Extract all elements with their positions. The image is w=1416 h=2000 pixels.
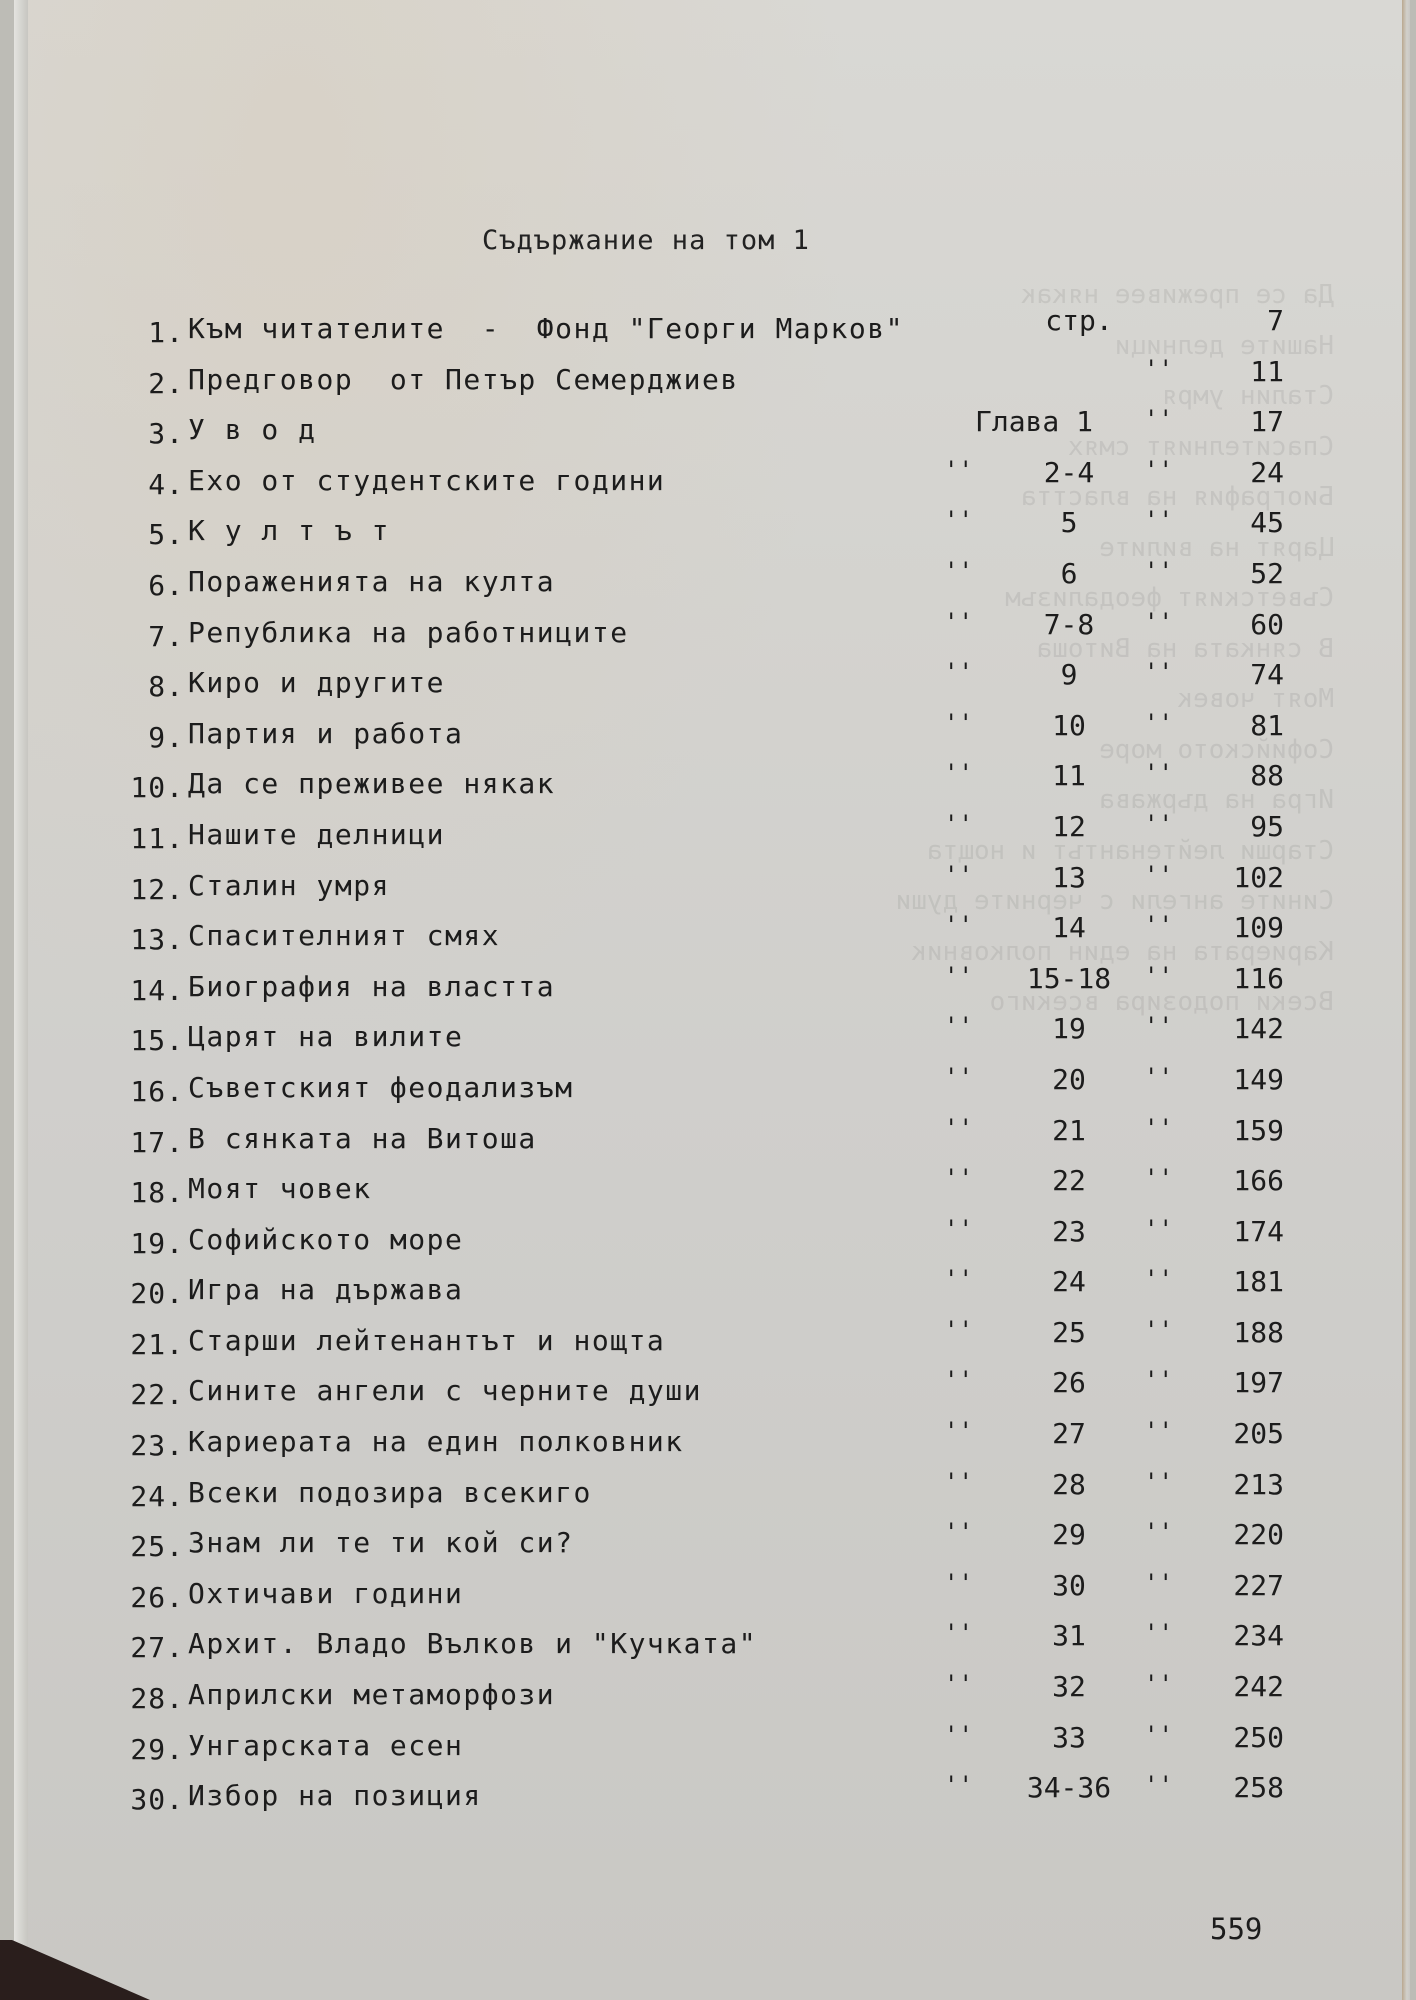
entry-chapter: 10 [1052, 708, 1086, 742]
entry-number: 5. [148, 518, 184, 552]
entry-chapter: 30 [1052, 1568, 1086, 1602]
entry-page: 250 [1233, 1720, 1284, 1754]
chapter-ditto-mark: '' [944, 1214, 973, 1243]
page-ditto-mark: '' [1144, 1315, 1173, 1344]
page-ditto-mark: '' [1144, 1113, 1173, 1142]
entry-number: 7. [148, 619, 184, 653]
entry-number: 8. [148, 670, 184, 704]
page-label: стр. [1045, 304, 1113, 337]
chapter-ditto-mark: '' [944, 1062, 973, 1091]
entry-number: 14. [130, 973, 184, 1007]
page-edge-right [1402, 0, 1410, 2000]
entry-number: 18. [130, 1176, 184, 1210]
page-ditto-mark: '' [1144, 1619, 1173, 1648]
entry-page: 88 [1250, 759, 1284, 793]
entry-chapter: 15-18 [1026, 961, 1112, 995]
chapter-ditto-mark: '' [944, 1670, 973, 1699]
page-ditto-mark: '' [1144, 1265, 1173, 1294]
entry-title: Република на работниците [188, 615, 629, 649]
toc-entry [144, 304, 1284, 363]
chapter-ditto-mark: '' [944, 556, 973, 585]
entry-title: К у л т ъ т [188, 514, 390, 548]
page-ditto-mark: '' [1144, 1366, 1173, 1395]
entry-title: Съветският феодализъм [188, 1070, 574, 1104]
page-ditto-mark: '' [1144, 809, 1173, 838]
entry-chapter: 25 [1052, 1315, 1086, 1349]
entry-chapter: 20 [1052, 1062, 1086, 1096]
entry-chapter: 14 [1052, 911, 1086, 945]
page-ditto-mark: '' [1144, 1214, 1173, 1243]
chapter-ditto-mark: '' [944, 1265, 973, 1294]
chapter-ditto-mark: '' [944, 1366, 973, 1395]
entry-title: Сините ангели с черните души [188, 1374, 703, 1408]
entry-page: 102 [1233, 860, 1284, 894]
entry-title: Унгарската есен [188, 1728, 464, 1762]
entry-number: 27. [130, 1631, 184, 1665]
chapter-ditto-mark: '' [944, 455, 973, 484]
entry-chapter: 13 [1052, 860, 1086, 894]
entry-title: Избор на позиция [188, 1779, 482, 1813]
page-ditto-mark: '' [1144, 1467, 1173, 1496]
chapter-ditto-mark: '' [944, 961, 973, 990]
entry-chapter: 34-36 [1026, 1771, 1112, 1805]
chapter-ditto-mark: '' [944, 1012, 973, 1041]
entry-chapter: 27 [1052, 1417, 1086, 1451]
entry-title: Спасителният смях [188, 919, 501, 953]
entry-page: 74 [1250, 658, 1284, 692]
chapter-ditto-mark: '' [944, 860, 973, 889]
entry-title: Към читателите - Фонд "Георги Марков" [188, 312, 904, 345]
entry-title: Киро и другите [188, 666, 446, 700]
entry-chapter: 26 [1052, 1366, 1086, 1400]
table-of-contents [130, 304, 1284, 1830]
entry-chapter: 5 [1060, 506, 1078, 540]
page-ditto-mark: '' [1144, 1012, 1173, 1041]
entry-page: 149 [1233, 1062, 1284, 1096]
entry-title: Всеки подозира всекиго [188, 1475, 592, 1509]
entry-chapter: 29 [1052, 1518, 1086, 1552]
page-ditto-mark: '' [1144, 556, 1173, 585]
page-ditto-mark: '' [1144, 708, 1173, 737]
toc-title: Съдържание на том 1 [482, 225, 810, 256]
entry-number: 13. [130, 923, 184, 957]
entry-number: 29. [130, 1732, 184, 1766]
entry-number: 24. [130, 1479, 184, 1513]
entry-number: 20. [130, 1277, 184, 1311]
entry-page: 11 [1250, 354, 1284, 388]
entry-page: 116 [1233, 961, 1284, 995]
entry-title: Старши лейтенантът и нощта [188, 1323, 666, 1357]
toc-entry [130, 1771, 1284, 1830]
entry-chapter: 28 [1052, 1467, 1086, 1501]
entry-page: 159 [1233, 1113, 1284, 1147]
entry-chapter: 24 [1052, 1265, 1086, 1299]
entry-chapter: 12 [1052, 809, 1086, 843]
chapter-ditto-mark: '' [944, 759, 973, 788]
entry-title: Предговор от Петър Семерджиев [188, 362, 739, 396]
page-ditto-mark: '' [1144, 1518, 1173, 1547]
entry-page: 181 [1233, 1265, 1284, 1299]
entry-title: Игра на държава [188, 1273, 464, 1307]
entry-page: 205 [1233, 1417, 1284, 1451]
entry-chapter: 32 [1052, 1670, 1086, 1704]
entry-title: Софийското море [188, 1222, 464, 1256]
entry-chapter: 19 [1052, 1012, 1086, 1046]
entry-chapter: 22 [1052, 1164, 1086, 1198]
entry-number: 12. [130, 872, 184, 906]
entry-title: Охтичави години [188, 1576, 464, 1610]
entry-page: 24 [1250, 455, 1284, 489]
entry-page: 242 [1233, 1670, 1284, 1704]
entry-title: В сянката на Витоша [188, 1121, 537, 1155]
entry-chapter: 11 [1052, 759, 1086, 793]
entry-chapter: 23 [1052, 1214, 1086, 1248]
chapter-ditto-mark: '' [944, 911, 973, 940]
chapter-ditto-mark: '' [944, 1164, 973, 1193]
entry-title: Сталин умря [188, 868, 390, 902]
page-number: 559 [1210, 1912, 1263, 1946]
chapter-ditto-mark: '' [944, 1467, 973, 1496]
entry-number: 4. [148, 467, 184, 501]
entry-number: 11. [130, 821, 184, 855]
page-ditto-mark: '' [1144, 354, 1173, 383]
entry-title: Да се преживее някак [188, 767, 556, 801]
entry-chapter: 9 [1060, 658, 1078, 692]
entry-page: 188 [1233, 1315, 1284, 1349]
entry-number: 26. [130, 1580, 184, 1614]
chapter-ditto-mark: '' [944, 658, 973, 687]
page-edge-left [14, 0, 28, 2000]
entry-number: 17. [130, 1125, 184, 1159]
entry-title: Знам ли те ти кой си? [188, 1526, 574, 1560]
entry-chapter: 21 [1052, 1113, 1086, 1147]
entry-chapter: 31 [1052, 1619, 1086, 1653]
chapter-ditto-mark: '' [944, 809, 973, 838]
entry-number: 22. [130, 1378, 184, 1412]
entry-title: Биография на властта [188, 969, 556, 1003]
entry-page: 234 [1233, 1619, 1284, 1653]
entry-page: 81 [1250, 708, 1284, 742]
book-page [14, 0, 1410, 2000]
entry-title: Априлски метаморфози [188, 1678, 556, 1712]
page-ditto-mark: '' [1144, 658, 1173, 687]
page-ditto-mark: '' [1144, 1062, 1173, 1091]
chapter-ditto-mark: '' [944, 1568, 973, 1597]
chapter-ditto-mark: '' [944, 1619, 973, 1648]
chapter-ditto-mark: '' [944, 506, 973, 535]
page-ditto-mark: '' [1144, 506, 1173, 535]
page-ditto-mark: '' [1144, 405, 1173, 434]
page-ditto-mark: '' [1144, 860, 1173, 889]
chapter-ditto-mark: '' [944, 1417, 973, 1446]
entry-chapter: Глава 1 [974, 405, 1093, 439]
entry-page: 166 [1233, 1164, 1284, 1198]
page-ditto-mark: '' [1144, 1568, 1173, 1597]
entry-page: 45 [1250, 506, 1284, 540]
entry-number: 30. [130, 1783, 184, 1817]
entry-page: 17 [1250, 405, 1284, 439]
entry-title: Архит. Владо Вълков и "Кучката" [188, 1627, 758, 1661]
entry-page: 52 [1250, 556, 1284, 590]
page-ditto-mark: '' [1144, 607, 1173, 636]
entry-number: 9. [148, 720, 184, 754]
entry-chapter: 33 [1052, 1720, 1086, 1754]
entry-title: Нашите делници [188, 817, 446, 851]
entry-number: 16. [130, 1074, 184, 1108]
entry-title: Пораженията на култа [188, 564, 556, 598]
entry-chapter: 6 [1060, 556, 1078, 590]
entry-title: У в о д [188, 413, 317, 447]
chapter-ditto-mark: '' [944, 607, 973, 636]
entry-page: 60 [1250, 607, 1284, 641]
entry-title: Моят човек [188, 1172, 372, 1206]
entry-number: 25. [130, 1530, 184, 1564]
entry-chapter: 7-8 [1043, 607, 1095, 641]
entry-page: 109 [1233, 911, 1284, 945]
page-ditto-mark: '' [1144, 1164, 1173, 1193]
chapter-ditto-mark: '' [944, 708, 973, 737]
page-ditto-mark: '' [1144, 911, 1173, 940]
entry-page: 258 [1233, 1771, 1284, 1805]
entry-number: 3. [148, 417, 184, 451]
toc-entries [130, 354, 1284, 1830]
entry-number: 21. [130, 1327, 184, 1361]
entry-title: Царят на вилите [188, 1020, 464, 1054]
chapter-ditto-mark: '' [944, 1113, 973, 1142]
chapter-ditto-mark: '' [944, 1771, 973, 1800]
entry-page: 197 [1233, 1366, 1284, 1400]
entry-number: 19. [130, 1226, 184, 1260]
entry-title: Кариерата на един полковник [188, 1425, 684, 1459]
chapter-ditto-mark: '' [944, 1315, 973, 1344]
entry-title: Партия и работа [188, 716, 464, 750]
entry-page: 213 [1233, 1467, 1284, 1501]
entry-title: Ехо от студентските години [188, 463, 666, 497]
entry-chapter: 2-4 [1043, 455, 1095, 489]
entry-page: 174 [1233, 1214, 1284, 1248]
chapter-ditto-mark: '' [944, 1518, 973, 1547]
page-ditto-mark: '' [1144, 961, 1173, 990]
entry-number: 6. [148, 568, 184, 602]
chapter-ditto-mark: '' [944, 1720, 973, 1749]
page-ditto-mark: '' [1144, 455, 1173, 484]
entry-number: 28. [130, 1682, 184, 1716]
page-ditto-mark: '' [1144, 1720, 1173, 1749]
entry-number: 1. [148, 316, 184, 349]
entry-number: 2. [148, 366, 184, 400]
page-ditto-mark: '' [1144, 1417, 1173, 1446]
entry-page: 95 [1250, 809, 1284, 843]
reverse-side-bleed-through: Да се преживее някак Нашите делници Сталин умря Спасителният смях Биография на властта Царят на вилите Съветският феодализъм В сянката на Витоша Моят човек Софийското море Игра на държава Старши лейтенантът и нощта Сините ангели с черните души Кариерата на един полковник Всеки подозира всекиго [895, 280, 1334, 1017]
entry-number: 15. [130, 1024, 184, 1058]
entry-page: 142 [1233, 1012, 1284, 1046]
entry-page: 227 [1233, 1568, 1284, 1602]
page-ditto-mark: '' [1144, 759, 1173, 788]
entry-number: 10. [130, 771, 184, 805]
page-ditto-mark: '' [1144, 1670, 1173, 1699]
entry-number: 23. [130, 1429, 184, 1463]
entry-page: 7 [1267, 304, 1284, 337]
page-ditto-mark: '' [1144, 1771, 1173, 1800]
entry-page: 220 [1233, 1518, 1284, 1552]
